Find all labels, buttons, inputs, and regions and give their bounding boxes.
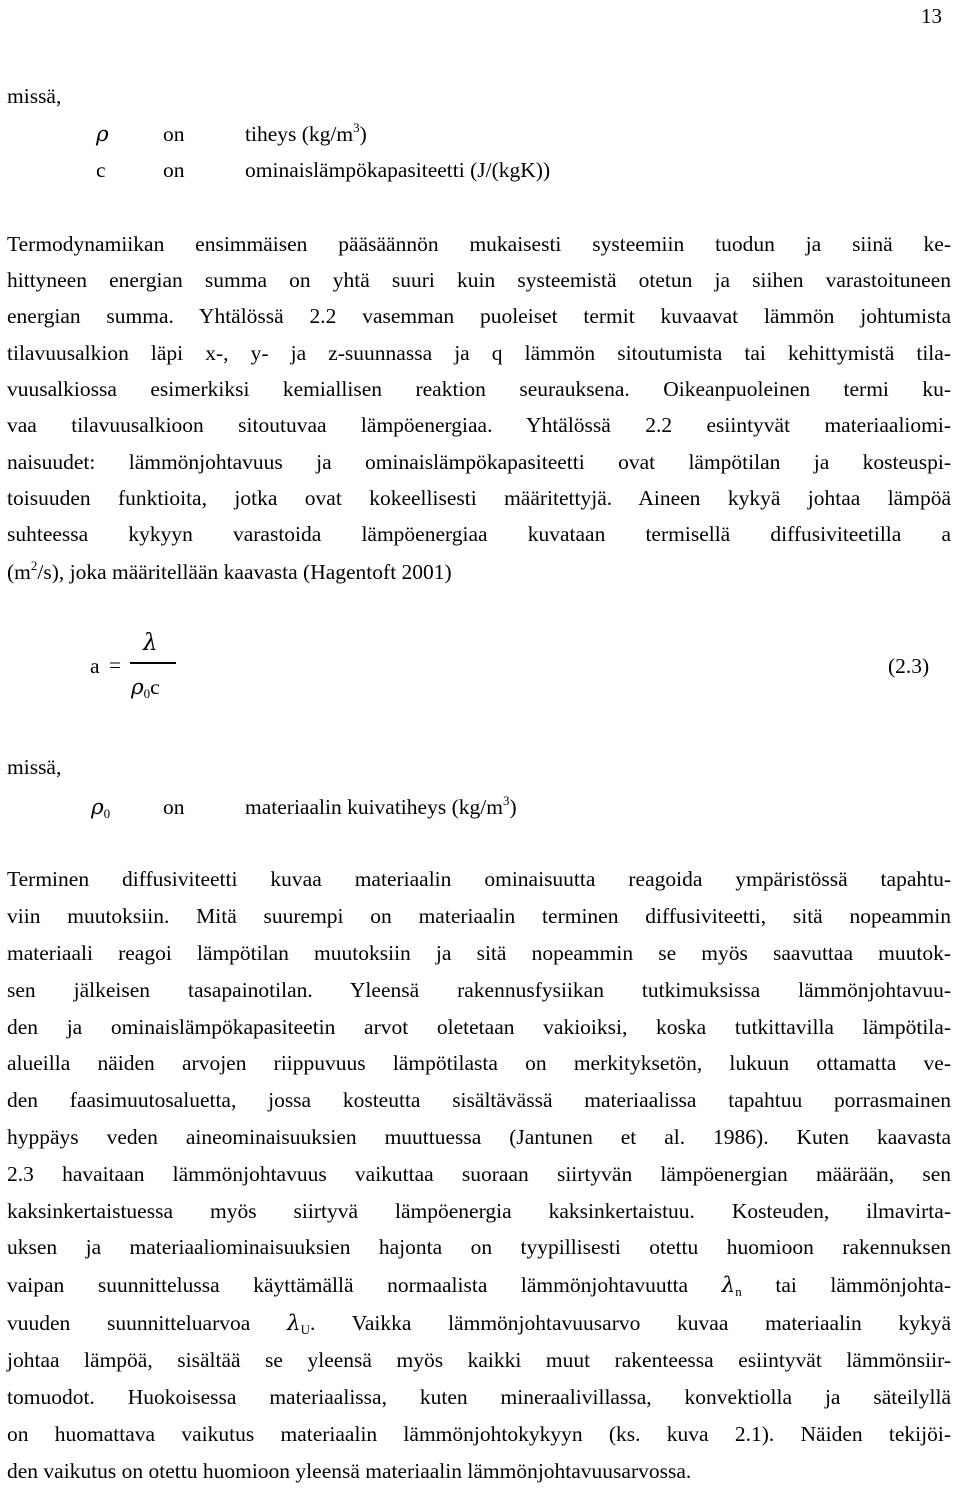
c-symbol: c [96,158,106,182]
paragraph-line: vaa tilavuusalkioon sitoutuvaa lämpöenergiaa. Yhtälössä 2.2 esiintyvät materiaaliomi- [7,413,951,437]
equation-equals: = [109,653,122,677]
equation-lhs: a [90,654,100,678]
equation-number: (2.3) [888,654,930,678]
definition-verb: on [163,158,185,182]
paragraph-line: materiaali reagoi lämpötilan muutoksiin ja sitä nopeammin se myös saavuttaa muutok- [7,941,951,965]
definition-text: tiheys $(kg/m^3)$ [245,120,367,146]
paragraph-line: hyppäys veden aineominaisuuksien muuttuessa (Jantunen et al. 1986). Kuten kaavasta [7,1125,951,1149]
definition-text: materiaalin kuivatiheys $(kg/m^3)$ [245,793,517,819]
paragraph-line: hittyneen energian summa on yhtä suuri kuin systeemistä otetun ja siihen varastoituneen [7,268,951,292]
paragraph-line: energian summa. Yhtälössä 2.2 vasemman puoleiset termit kuvaavat lämmön johtumista [7,304,951,328]
definition-verb: on [163,795,185,819]
paragraph-line: 2.3 havaitaan lämmönjohtavuus vaikuttaa suoraan siirtyvän lämpöenergian määrään, sen [7,1162,951,1186]
paragraph-line: Terminen diffusiviteetti kuvaa materiaalin ominaisuutta reagoida ympäristössä tapahtu- [7,867,951,891]
definition-text: ominaislämpökapasiteetti (J/(kgK)) [245,158,551,182]
equation-numerator: λ [143,630,158,656]
paragraph-line: vuuden suunnitteluarvoa $\lambda_U$. Vaikka lämmönjohtavuusarvo kuvaa materiaalin kykyä [7,1311,952,1337]
equation-denominator: $\rho_0c$ [131,675,160,701]
definition-verb: on [163,122,185,146]
definition-intro: missä, [7,755,62,779]
paragraph-line: den faasimuutosaluetta, jossa kosteutta sisältävässä materiaalissa tapahtuu porrasmainen [7,1088,951,1112]
paragraph-line: johtaa lämpöä, sisältää se yleensä myös kaikki muut rakenteessa esiintyvät lämmönsiir- [7,1348,951,1372]
paragraph-line: den vaikutus on otettu huomioon yleensä materiaalin lämmönjohtavuusarvossa. [7,1459,692,1483]
paragraph-line: vuusalkiossa esimerkiksi kemiallisen reaktion seurauksena. Oikeanpuoleinen termi ku- [7,377,951,401]
page-number: 13 [921,4,942,28]
paragraph-line: Termodynamiikan ensimmäisen pääsäännön mukaisesti systeemiin tuodun ja siinä ke- [7,232,951,256]
paragraph-line: viin muutoksiin. Mitä suurempi on materiaalin terminen diffusiviteetti, sitä nopeammin [7,904,951,928]
paragraph-line: toisuuden funktioita, jotka ovat kokeellisesti määritettyjä. Aineen kykyä johtaa lämpöä [7,486,951,510]
rho0-symbol: $\rho_0$ [91,795,111,821]
paragraph-line: on huomattava vaikutus materiaalin lämmönjohtokykyyn (ks. kuva 2.1). Näiden tekijöi- [7,1422,951,1446]
paragraph-line: den ja ominaislämpökapasiteetin arvot oletetaan vakioiksi, koska tutkittavilla lämpötila- [7,1015,951,1039]
paragraph-line: naisuudet: lämmönjohtavuus ja ominaislämpökapasiteetti ovat lämpötilan ja kosteuspi- [7,450,951,474]
paragraph-line: vaipan suunnittelussa käyttämällä normaalista lämmönjohtavuutta $\lambda_n$ tai lämmönjohta- [7,1273,951,1299]
paragraph-line: $(m^2/s)$, joka määritellään kaavasta (Hagentoft 2001) [7,558,452,584]
definition-intro: missä, [7,84,62,108]
fraction-bar [130,662,176,664]
paragraph-line: tomuodot. Huokoisessa materiaalissa, kuten mineraalivillassa, konvektiolla ja säteilyllä [7,1385,951,1409]
paragraph-line: suhteessa kykyyn varastoida lämpöenergiaa kuvataan termisellä diffusiviteetilla a [7,522,951,546]
rho-symbol: ρ [96,122,109,147]
paragraph-line: kaksinkertaistuessa myös siirtyvä lämpöenergia kaksinkertaistuu. Kosteuden, ilmavirta- [7,1199,951,1223]
paragraph-line: sen jälkeisen tasapainotilan. Yleensä rakennusfysiikan tutkimuksissa lämmönjohtavuu- [7,978,951,1002]
paragraph-line: alueilla näiden arvojen riippuvuus lämpötilasta on merkityksetön, lukuun ottamatta ve- [7,1051,951,1075]
paragraph-line: uksen ja materiaaliominaisuuksien hajonta on tyypillisesti otettu huomioon rakennuksen [7,1235,951,1259]
paragraph-line: tilavuusalkion läpi x-, y- ja z-suunnassa ja q lämmön sitoutumista tai kehittymistä tila- [7,341,951,365]
